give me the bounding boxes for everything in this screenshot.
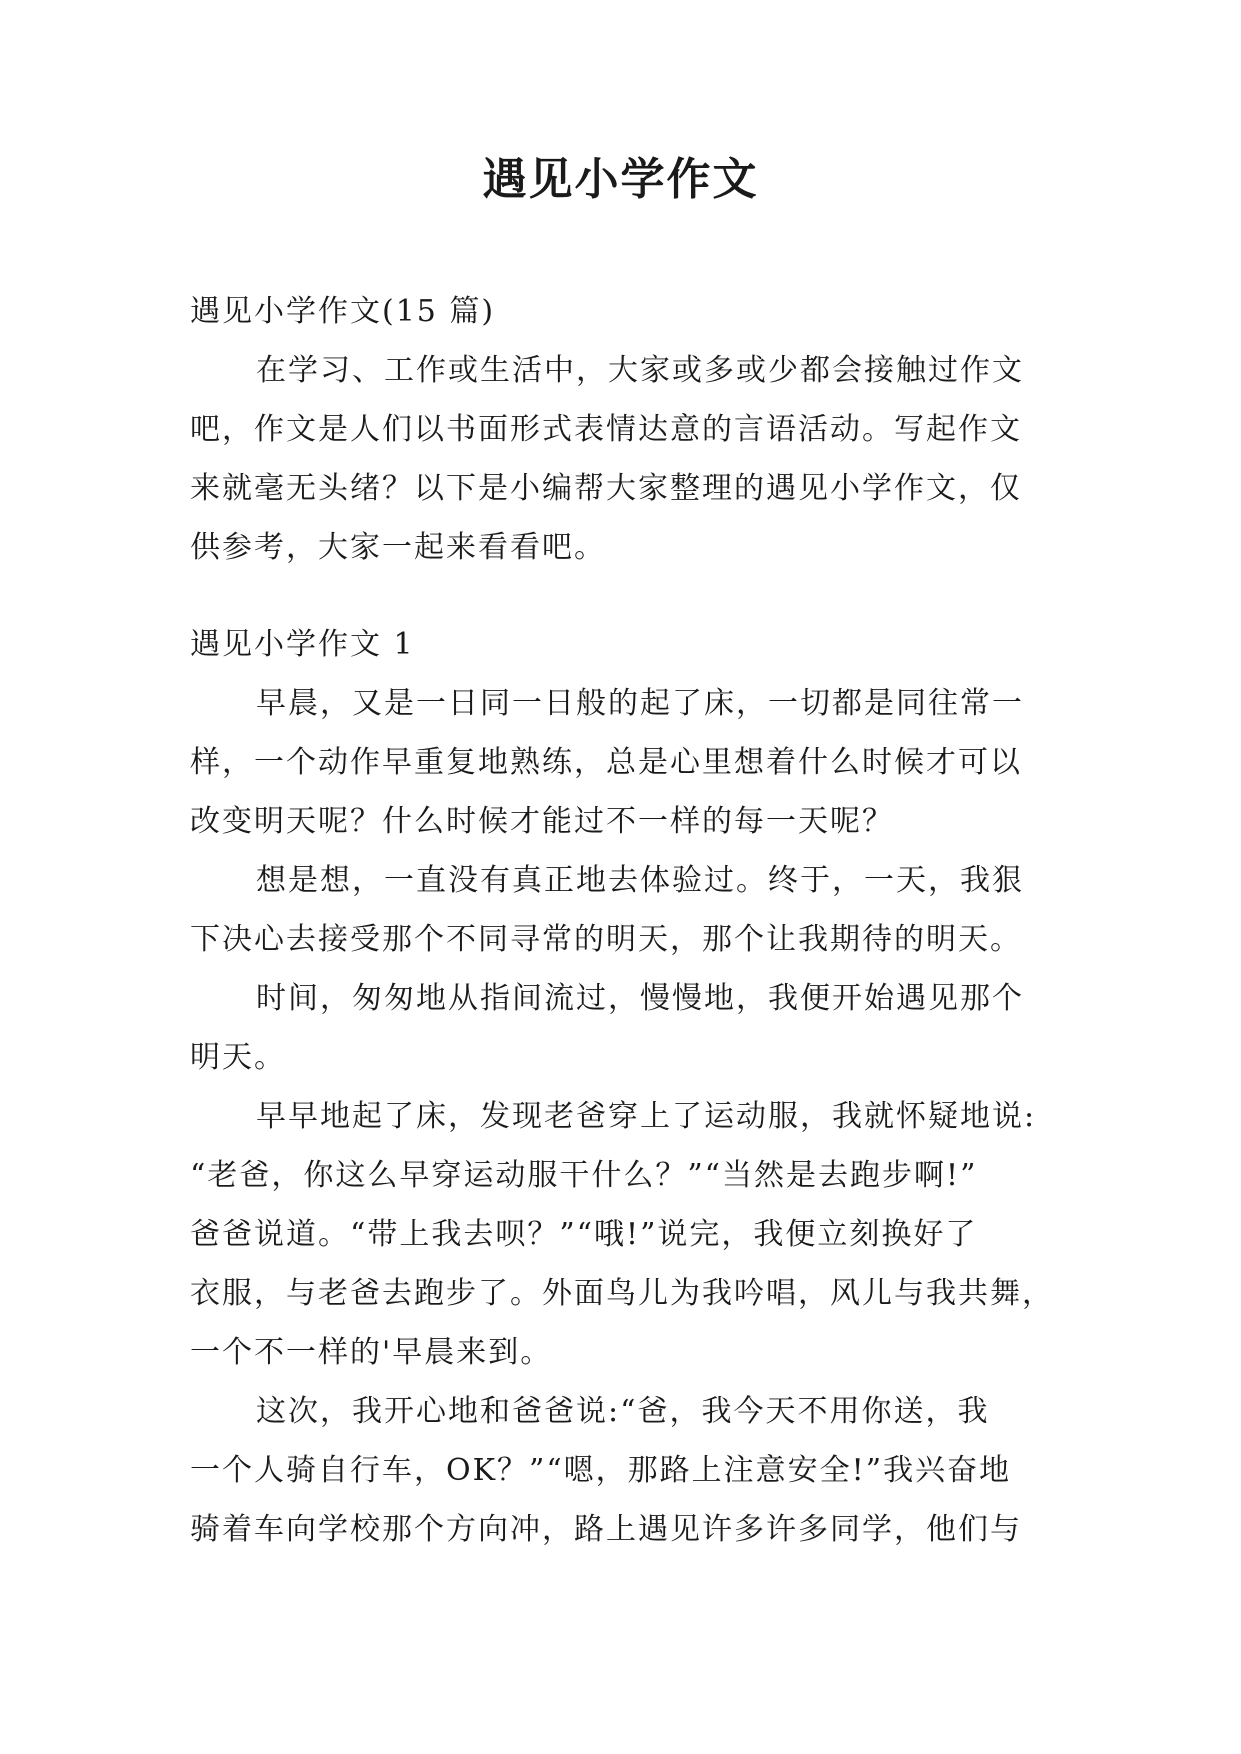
section-gap: [190, 577, 1060, 615]
essay-line: 下决心去接受那个不同寻常的明天，那个让我期待的明天。: [190, 922, 1022, 957]
essay-line: 这次，我开心地和爸爸说:“爸，我今天不用你送，我: [256, 1394, 990, 1429]
intro-line: 来就毫无头绪？以下是小编帮大家整理的遇见小学作文，仅: [190, 471, 1022, 506]
essay-line: 衣服，与老爸去跑步了。外面鸟儿为我吟唱，风儿与我共舞，: [190, 1276, 1054, 1311]
essay-line: 早晨，又是一日同一日般的起了床，一切都是同往常一: [256, 686, 1024, 721]
essay-line: 时间，匆匆地从指间流过，慢慢地，我便开始遇见那个: [256, 981, 1024, 1016]
document-title: 遇见小学作文: [482, 154, 759, 205]
essay-line: 一个人骑自行车，OK？”“嗯，那路上注意安全!”我兴奋地: [190, 1453, 1012, 1488]
section-heading: 遇见小学作文 1: [190, 627, 415, 662]
essay-line: 一个不一样的'早晨来到。: [190, 1335, 553, 1370]
subtitle-line: 遇见小学作文(15 篇): [190, 294, 496, 329]
intro-line: 在学习、工作或生活中，大家或多或少都会接触过作文: [256, 353, 1024, 388]
document-body: [190, 282, 1060, 1559]
essay-line: 爸爸说道。“带上我去呗？”“哦!”说完，我便立刻换好了: [190, 1217, 978, 1252]
essay-line: 样，一个动作早重复地熟练，总是心里想着什么时候才可以: [190, 745, 1022, 780]
intro-line: 供参考，大家一起来看看吧。: [190, 530, 606, 565]
essay-line: 早早地起了床，发现老爸穿上了运动服，我就怀疑地说:: [256, 1099, 1037, 1134]
essay-line: 骑着车向学校那个方向冲，路上遇见许多许多同学，他们与: [190, 1512, 1022, 1547]
essay-line: 想是想，一直没有真正地去体验过。终于，一天，我狠: [256, 863, 1024, 898]
intro-line: 吧，作文是人们以书面形式表情达意的言语活动。写起作文: [190, 412, 1022, 447]
essay-line: 改变明天呢？什么时候才能过不一样的每一天呢？: [190, 804, 894, 839]
essay-line: 明天。: [190, 1040, 286, 1075]
essay-line: “老爸，你这么早穿运动服干什么？”“当然是去跑步啊!”: [190, 1158, 978, 1193]
